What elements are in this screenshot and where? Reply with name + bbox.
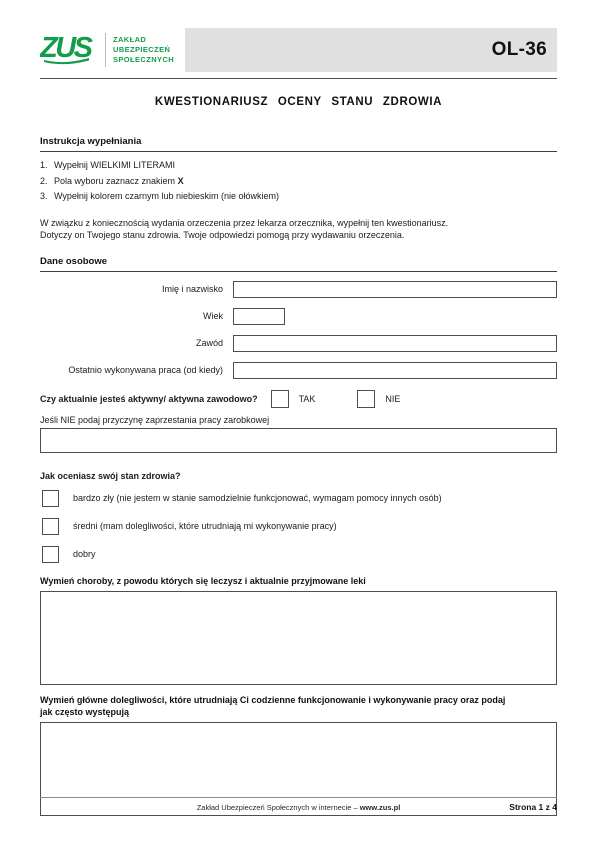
health-rating-options bbox=[40, 490, 557, 563]
instructions-list bbox=[40, 158, 557, 205]
age-label: Wiek bbox=[203, 311, 223, 321]
intro-paragraph bbox=[40, 217, 557, 242]
instruction-text: Wypełnij kolorem czarnym lub niebieskim (nie ołówkiem) bbox=[54, 191, 279, 201]
activity-question-row bbox=[40, 390, 557, 408]
form-row-last-job bbox=[40, 362, 557, 379]
footer-website-url: www.zus.pl bbox=[359, 803, 401, 812]
form-code: OL-36 bbox=[491, 39, 547, 60]
logo-org-name bbox=[113, 35, 174, 65]
svg-text:ZUS: ZUS bbox=[40, 31, 91, 64]
zus-logo-icon bbox=[40, 30, 98, 71]
diseases-label: Wymień choroby, z powodu których się leczysz i aktualnie przyjmowane leki bbox=[40, 575, 366, 586]
personal-data-heading: Dane osobowe bbox=[40, 256, 557, 272]
activity-no-label: NIE bbox=[385, 393, 401, 404]
last-job-field[interactable] bbox=[233, 362, 557, 379]
health-good-checkbox[interactable] bbox=[42, 546, 59, 563]
form-row-profession bbox=[40, 335, 557, 352]
activity-yes-checkbox[interactable] bbox=[271, 390, 289, 408]
instruction-text: Wypełnij WIELKIMI LITERAMI bbox=[54, 160, 175, 170]
health-very-bad-checkbox[interactable] bbox=[42, 490, 59, 507]
ailments-label-line: jak często występują bbox=[40, 706, 130, 717]
instructions-heading: Instrukcja wypełniania bbox=[40, 136, 557, 152]
health-option-very-bad bbox=[42, 490, 557, 507]
reason-textarea[interactable] bbox=[40, 428, 557, 453]
zus-logo bbox=[40, 28, 185, 72]
health-option-good bbox=[42, 546, 557, 563]
health-average-label: średni (mam dolegliwości, które utrudniają mi wykonywanie pracy) bbox=[73, 521, 337, 531]
logo-org-line: ZAKŁAD bbox=[113, 35, 147, 44]
instruction-item bbox=[40, 158, 557, 174]
personal-data-fields bbox=[40, 281, 557, 379]
ailments-label bbox=[40, 694, 557, 718]
footer bbox=[40, 797, 557, 812]
last-job-label: Ostatnio wykonywana praca (od kiedy) bbox=[68, 365, 223, 375]
logo-divider bbox=[105, 33, 106, 67]
logo-org-line: SPOŁECZNYCH bbox=[113, 55, 175, 64]
instruction-text: Pola wyboru zaznacz znakiem X bbox=[54, 175, 184, 186]
profession-label: Zawód bbox=[195, 338, 223, 348]
intro-line: Dotyczy on Twojego stanu zdrowia. Twoje odpowiedzi pomogą przy wydawaniu orzeczenia. bbox=[40, 230, 405, 240]
intro-line: W związku z koniecznością wydania orzeczenia przez lekarza orzecznika, wypełnij ten kwestionariusz. bbox=[40, 217, 449, 228]
age-field[interactable] bbox=[233, 308, 285, 325]
form-code-badge bbox=[185, 28, 557, 72]
ailments-label-line: Wymień główne dolegliwości, które utrudniają Ci codzienne funkcjonowanie i wykonywanie pracy oraz podaj bbox=[40, 694, 506, 705]
health-very-bad-label: bardzo zły (nie jestem w stanie samodzielnie funkcjonować, wymagam pomocy innych osób) bbox=[73, 493, 442, 503]
activity-no-checkbox[interactable] bbox=[357, 390, 375, 408]
instruction-item bbox=[40, 174, 557, 190]
activity-yes-label: TAK bbox=[298, 393, 316, 404]
health-rating-question: Jak oceniasz swój stan zdrowia? bbox=[40, 470, 181, 481]
footer-website-line: Zakład Ubezpieczeń Społecznych w internecie – www.zus.pl bbox=[196, 803, 401, 812]
reason-label: Jeśli NIE podaj przyczynę zaprzestania pracy zarobkowej bbox=[40, 414, 270, 425]
form-row-age bbox=[40, 308, 557, 325]
health-good-label: dobry bbox=[73, 549, 96, 559]
logo-org-line: UBEZPIECZEŃ bbox=[113, 45, 171, 54]
header bbox=[40, 28, 557, 72]
instruction-number: 3. bbox=[40, 191, 48, 201]
activity-question-label: Czy aktualnie jesteś aktywny/ aktywna zawodowo? bbox=[40, 393, 258, 404]
instruction-number: 2. bbox=[40, 175, 48, 186]
page-title: KWESTIONARIUSZ OCENY STANU ZDROWIA bbox=[154, 96, 443, 108]
footer-inner bbox=[40, 798, 557, 812]
instruction-item bbox=[40, 189, 557, 205]
instruction-number: 1. bbox=[40, 160, 48, 170]
profession-field[interactable] bbox=[233, 335, 557, 352]
diseases-textarea[interactable] bbox=[40, 591, 557, 685]
health-average-checkbox[interactable] bbox=[42, 518, 59, 535]
header-divider bbox=[40, 78, 557, 79]
form-row-name bbox=[40, 281, 557, 298]
name-field[interactable] bbox=[233, 281, 557, 298]
health-option-average bbox=[42, 518, 557, 535]
name-label: Imię i nazwisko bbox=[161, 284, 223, 294]
page-number: Strona 1 z 4 bbox=[509, 802, 557, 812]
